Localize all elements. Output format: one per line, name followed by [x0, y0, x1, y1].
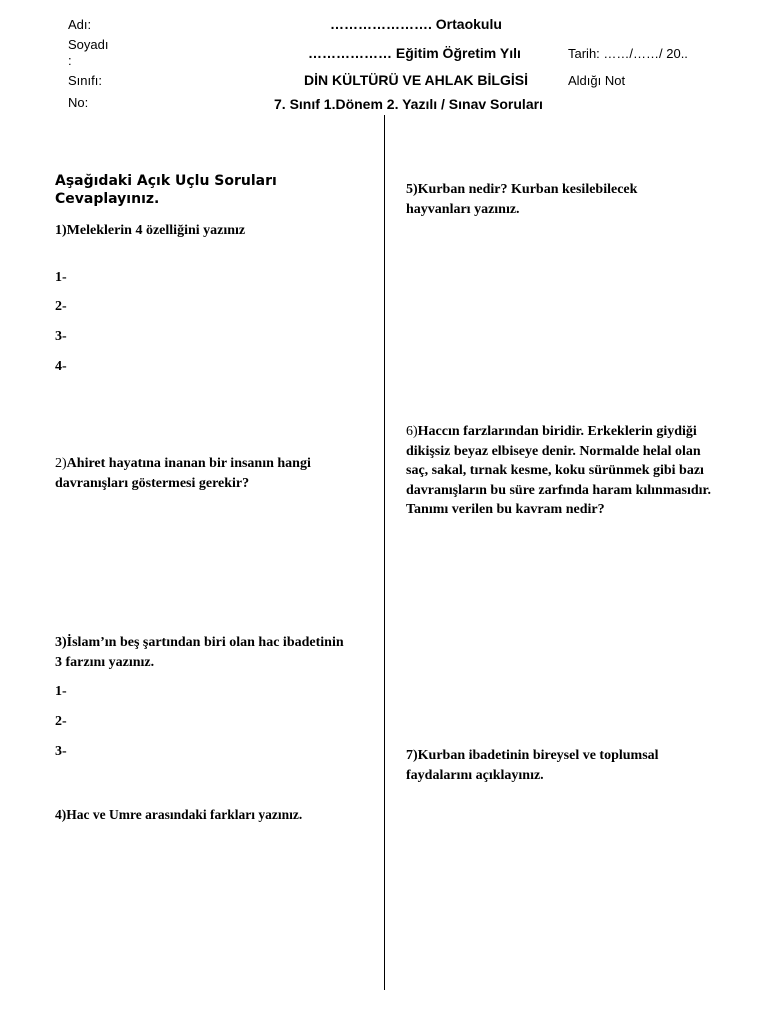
school-name: …………………. Ortaokulu — [330, 16, 502, 32]
subject-title: DİN KÜLTÜRÜ VE AHLAK BİLGİSİ — [304, 72, 528, 88]
surname-colon: : — [68, 53, 72, 68]
question-5: 5)Kurban nedir? Kurban kesilebilecek hayvanları yazınız. — [406, 182, 638, 217]
q1-answer-3: 3- — [55, 329, 67, 344]
question-6-text: Haccın farzlarından biridir. Erkeklerin giydiği dikişsiz beyaz elbiseye denir. Normalde helal olan saç, sakal, tırnak kesme, koku sürünmek gibi bazı davranışların bu süre zarfında haram kılınmasıdır. Tanımı verilen bu kavram nedir? — [406, 424, 711, 517]
exam-title: 7. Sınıf 1.Dönem 2. Yazılı / Sınav Soruları — [274, 96, 543, 112]
grade-label: Aldığı Not — [568, 73, 626, 88]
question-6-number: 6) — [406, 424, 418, 439]
instruction-heading: Aşağıdaki Açık Uçlu Soruları Cevaplayınız. — [55, 173, 277, 207]
question-6 — [406, 422, 716, 520]
question-2 — [55, 454, 355, 493]
q3-answer-3: 3- — [55, 744, 67, 759]
date-field: Tarih: ……/……/ 20.. — [568, 46, 688, 61]
q1-answer-2: 2- — [55, 299, 67, 314]
question-4: 4)Hac ve Umre arasındaki farkları yazınız. — [55, 807, 303, 822]
class-label: Sınıfı: — [68, 73, 102, 88]
question-1: 1)Meleklerin 4 özelliğini yazınız — [55, 223, 246, 238]
school-year: ……………… Eğitim Öğretim Yılı — [308, 45, 521, 61]
question-7: 7)Kurban ibadetinin bireysel ve toplumsal faydalarını açıklayınız. — [406, 748, 659, 783]
number-label: No: — [68, 95, 89, 110]
question-3: 3)İslam’ın beş şartından biri olan hac ibadetinin 3 farzını yazınız. — [55, 635, 344, 670]
surname-label: Soyadı — [68, 37, 109, 52]
question-2-text: Ahiret hayatına inanan bir insanın hangi davranışları göstermesi gerekir? — [55, 456, 311, 491]
q3-answer-2: 2- — [55, 714, 67, 729]
q1-answer-1: 1- — [55, 270, 67, 285]
q1-answer-4: 4- — [55, 359, 67, 374]
question-2-number: 2) — [55, 456, 67, 471]
name-label: Adı: — [68, 17, 92, 32]
q3-answer-1: 1- — [55, 684, 67, 699]
column-divider — [384, 115, 385, 990]
